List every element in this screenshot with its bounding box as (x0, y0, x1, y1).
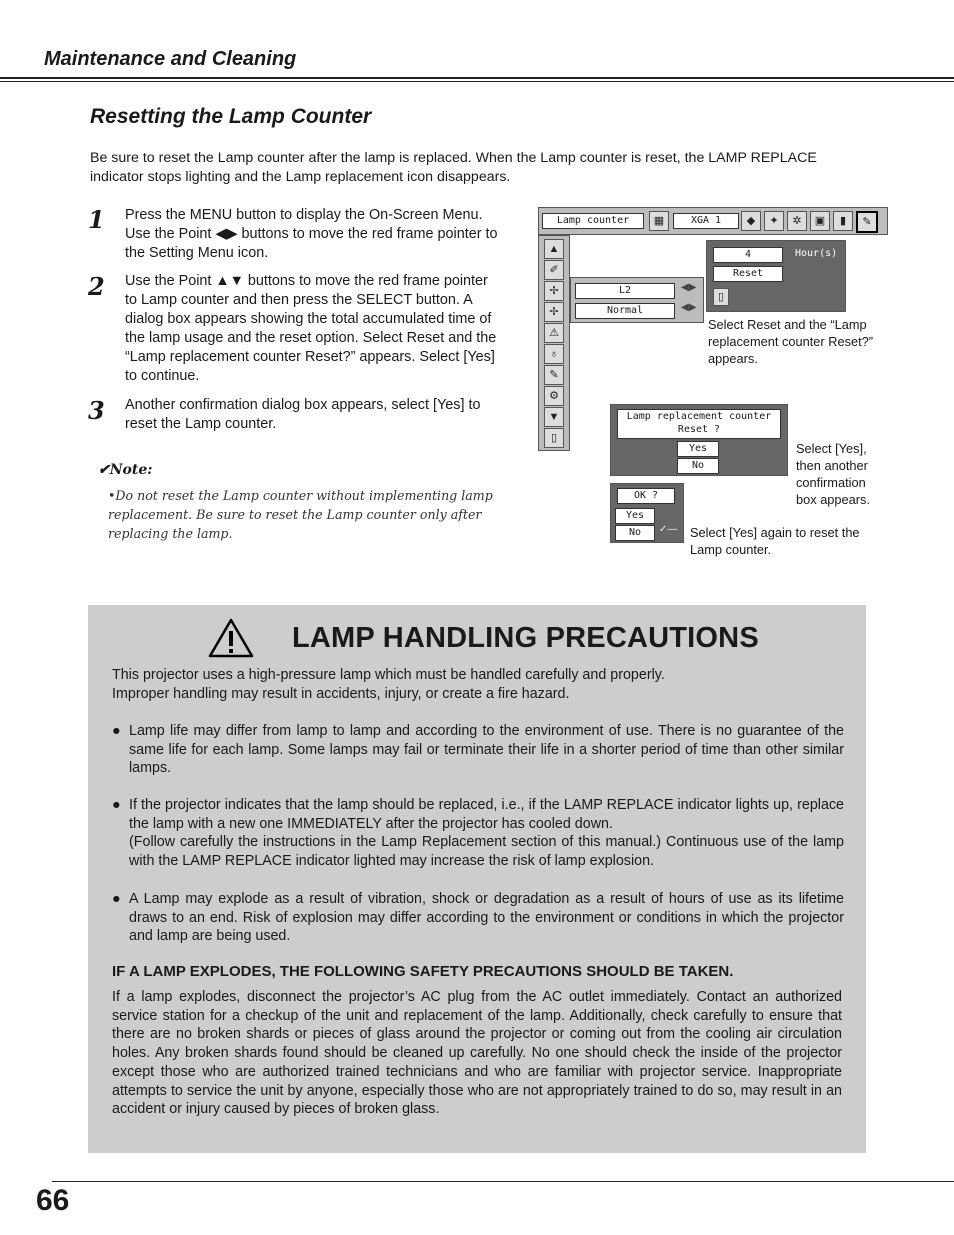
osd-reset-field: Reset (713, 266, 783, 282)
bullet-dot-icon: ● (112, 797, 121, 813)
osd-illustration (538, 207, 888, 557)
osd-sound-icon: ▮ (833, 211, 853, 231)
osd-normal-arrows-icon: ◀▶ (681, 302, 697, 313)
osd-yes-option: Yes (677, 441, 719, 457)
step-2-text: Use the Point ▲▼ buttons to move the red frame pointer to Lamp counter and then press the SELECT button. A dialog box appears showing the total accumulated time of the lamp usage and the reset option. Select Reset and the “Lamp replacement counter Reset?” appears. Select [Yes] to continue. (125, 273, 497, 384)
explosion-heading: IF A LAMP EXPLODES, THE FOLLOWING SAFETY PRECAUTIONS SHOULD BE TAKEN. (112, 963, 734, 980)
note-text: •Do not reset the Lamp counter without implementing lamp replacement. Be sure to reset the Lamp counter only after replacing the lamp. (108, 488, 493, 541)
osd-lamp-icon: ♁ (544, 344, 564, 364)
osd-input-field: XGA 1 (673, 213, 739, 229)
osd-fan-icon: ✢ (544, 281, 564, 301)
bullet-dot-icon: ● (112, 723, 121, 739)
section-title: Maintenance and Cleaning (44, 48, 297, 70)
step-2-number: 2 (88, 272, 105, 301)
precaution-bullet-1-text: Lamp life may differ from lamp to lamp and according to the environment of use. There is no guarantee of the same life for each lamp. Some lamps may fail or terminate their life in a shorter period of time than other similar lamps. (129, 723, 844, 777)
osd-hours-label: Hour(s) (795, 248, 838, 259)
osd-screen-icon: ✲ (787, 211, 807, 231)
osd-pen-icon: ✎ (544, 365, 564, 385)
osd-l2-arrows-icon: ◀▶ (681, 282, 697, 293)
osd-down-icon: ▼ (544, 407, 564, 427)
precaution-bullet-3 (112, 890, 844, 946)
osd-image-adjust-icon: ✦ (764, 211, 784, 231)
osd-top-bar (538, 207, 888, 235)
precaution-bullet-2-text: If the projector indicates that the lamp should be replaced, i.e., if the LAMP REPLACE indicator lights up, replace the lamp with a new one IMMEDIATELY after the projector has cooled down. (129, 797, 844, 832)
intro-paragraph: Be sure to reset the Lamp counter after the lamp is replaced. When the Lamp counter is reset, the LAMP REPLACE indicator stops lighting and the Lamp replacement icon disappears. (90, 150, 817, 185)
warning-triangle-icon (208, 617, 254, 664)
osd-up-icon: ▲ (544, 239, 564, 259)
explosion-paragraph: If a lamp explodes, disconnect the projector’s AC plug from the AC outlet immediately. Contact an authorized service station for a checkup of the unit and replacement of the lamp. Additionally, check carefully to ensure that there are no broken shards or pieces of glass around the projector or coming out from the cooling air circulation holes. Any broken shards found should be cleaned up carefully. No one should check the inside of the projector except those who are authorized trained technicians and who are familiar with projector service. Inappropriate attempts to service the unit by anyone, especially those who are not appropriately trained to do so, may result in an accident or injury caused by pieces of broken glass. (112, 989, 842, 1118)
page-number: 66 (36, 1184, 70, 1217)
osd-ok-no-option: No (615, 525, 655, 541)
osd-wrench-icon: ✐ (544, 260, 564, 280)
precautions-intro (112, 666, 852, 703)
osd-no-option: No (677, 458, 719, 474)
precautions-intro-line-2: Improper handling may result in accidents, injury, or create a fire hazard. (112, 685, 570, 702)
step-1-text: Press the MENU button to display the On-Screen Menu. Use the Point ◀▶ buttons to move the red frame pointer to the Setting Menu icon. (125, 207, 498, 261)
osd-picture-icon: ▣ (810, 211, 830, 231)
osd-menu-item-field: Lamp counter (542, 213, 644, 229)
footer-rule (52, 1181, 954, 1182)
osd-normal-field: Normal (575, 303, 675, 319)
osd-icon-column (538, 235, 570, 451)
step-1-number: 1 (88, 205, 105, 234)
osd-ok-yes-option: Yes (615, 508, 655, 524)
osd-ok-dialog (610, 483, 684, 543)
precautions-intro-line-1: This projector uses a high-pressure lamp which must be handled carefully and properly. (112, 667, 665, 683)
osd-reset-title: Lamp replacement counter Reset ? (617, 409, 781, 439)
osd-warning-icon: ⚠ (544, 323, 564, 343)
note-label: ✔Note: (98, 462, 153, 478)
precautions-title: LAMP HANDLING PRECAUTIONS (292, 622, 759, 654)
osd-lamp-mode-panel (570, 277, 704, 323)
step-3-text: Another confirmation dialog box appears, select [Yes] to reset the Lamp counter. (125, 397, 481, 432)
osd-input-icon: ▦ (649, 211, 669, 231)
osd-reset-dialog (610, 404, 788, 476)
page-subtitle: Resetting the Lamp Counter (90, 105, 372, 128)
header-rule (0, 77, 954, 79)
precaution-bullet-2 (112, 796, 844, 871)
caption-reset: Select Reset and the “Lamp replacement counter Reset?” appears. (708, 317, 874, 366)
precaution-bullet-1 (112, 722, 844, 778)
osd-exit-icon: ▯ (544, 428, 564, 448)
osd-l2-field: L2 (575, 283, 675, 299)
osd-return-icon: ✓— (659, 524, 678, 535)
osd-fan2-icon: ✢ (544, 302, 564, 322)
osd-pc-adjust-icon: ◆ (741, 211, 761, 231)
precaution-bullet-2-extra: (Follow carefully the instructions in the Lamp Replacement section of this manual.) Continuous use of the lamp with the LAMP REPLACE indicator lighted may increase the risk of lamp explosion. (129, 834, 844, 870)
osd-ok-field: OK ? (617, 488, 675, 504)
step-3-number: 3 (88, 396, 105, 425)
bullet-dot-icon: ● (112, 891, 121, 907)
osd-setting-icon: ✎ (856, 211, 878, 233)
osd-filter-icon: ⚙ (544, 386, 564, 406)
osd-dialog-exit-icon: ▯ (713, 288, 729, 306)
osd-lamp-counter-dialog (706, 240, 846, 312)
header-rule-thin (0, 81, 954, 82)
caption-again: Select [Yes] again to reset the Lamp counter. (690, 525, 860, 557)
precaution-bullet-3-text: A Lamp may explode as a result of vibration, shock or degradation as a result of hours of use as its lifetime draws to an end. Risk of explosion may differ according to the environment or conditions in which the projector and lamp are being used. (129, 891, 844, 945)
caption-yes: Select [Yes], then another confirmation box appears. (796, 441, 870, 507)
osd-hours-field: 4 (713, 247, 783, 263)
